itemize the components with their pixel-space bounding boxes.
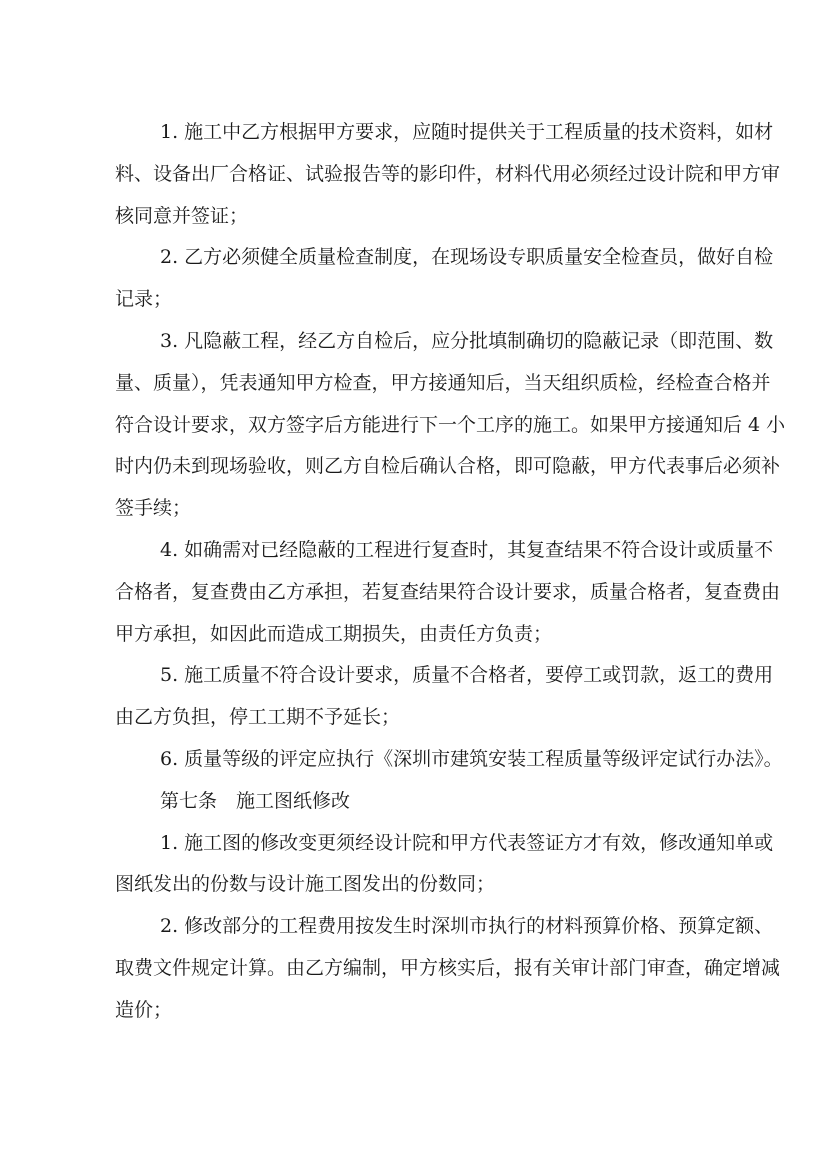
text-line: 取费文件规定计算。由乙方编制，甲方核实后，报有关审计部门审查，确定增减 (115, 956, 781, 979)
clause-paragraph (115, 321, 786, 530)
clause-paragraph (115, 237, 774, 321)
text-line: 5. 施工质量不符合设计要求，质量不合格者，要停工或罚款，返工的费用 (160, 664, 774, 687)
text-line: 2. 修改部分的工程费用按发生时深圳市执行的材料预算价格、预算定额、 (160, 915, 774, 938)
text-line: 量、质量），凭表通知甲方检查，甲方接通知后，当天组织质检，经检查合格并 (115, 371, 771, 394)
text-line: 料、设备出厂合格证、试验报告等的影印件，材料代用必须经过设计院和甲方审 (115, 162, 781, 185)
text-line: 1. 施工中乙方根据甲方要求，应随时提供关于工程质量的技术资料，如材 (160, 121, 774, 143)
document-body (115, 112, 786, 1032)
text-line: 1. 施工图的修改变更须经设计院和甲方代表签证方才有效，修改通知单或 (160, 831, 774, 854)
text-line: 合格者，复查费由乙方承担，若复查结果符合设计要求，质量合格者，复查费由 (115, 580, 781, 603)
text-line: 造价； (115, 998, 173, 1021)
text-line: 符合设计要求，双方签字后方能进行下一个工序的施工。如果甲方接通知后 4 小 (115, 413, 786, 436)
text-line: 记录； (115, 288, 173, 311)
clause-paragraph (115, 655, 774, 739)
clause-paragraph (115, 112, 781, 237)
text-line: 甲方承担，如因此而造成工期损失，由责任方负责； (115, 622, 553, 645)
text-line: 第七条 施工图纸修改 (160, 789, 351, 812)
text-line: 3. 凡隐蔽工程，经乙方自检后，应分批填制确切的隐蔽记录（即范围、数 (160, 329, 774, 352)
clause-paragraph (115, 823, 774, 907)
text-line: 签手续； (115, 497, 192, 520)
text-line: 由乙方负担，停工工期不予延长； (115, 706, 401, 729)
section-heading (115, 781, 717, 823)
text-line: 图纸发出的份数与设计施工图发出的份数同； (115, 873, 496, 896)
text-line: 4. 如确需对已经隐蔽的工程进行复查时，其复查结果不符合设计或质量不 (160, 538, 774, 561)
clause-paragraph (115, 530, 781, 655)
clause-paragraph (115, 906, 781, 1031)
text-line: 核同意并签证； (115, 204, 249, 227)
text-line: 2. 乙方必须健全质量检查制度，在现场设专职质量安全检查员，做好自检 (160, 246, 774, 269)
text-line: 时内仍未到现场验收，则乙方自检后确认合格，即可隐蔽，甲方代表事后必须补 (115, 455, 781, 478)
clause-paragraph (115, 739, 783, 781)
text-line: 6. 质量等级的评定应执行《深圳市建筑安装工程质量等级评定试行办法》。 (160, 747, 783, 770)
